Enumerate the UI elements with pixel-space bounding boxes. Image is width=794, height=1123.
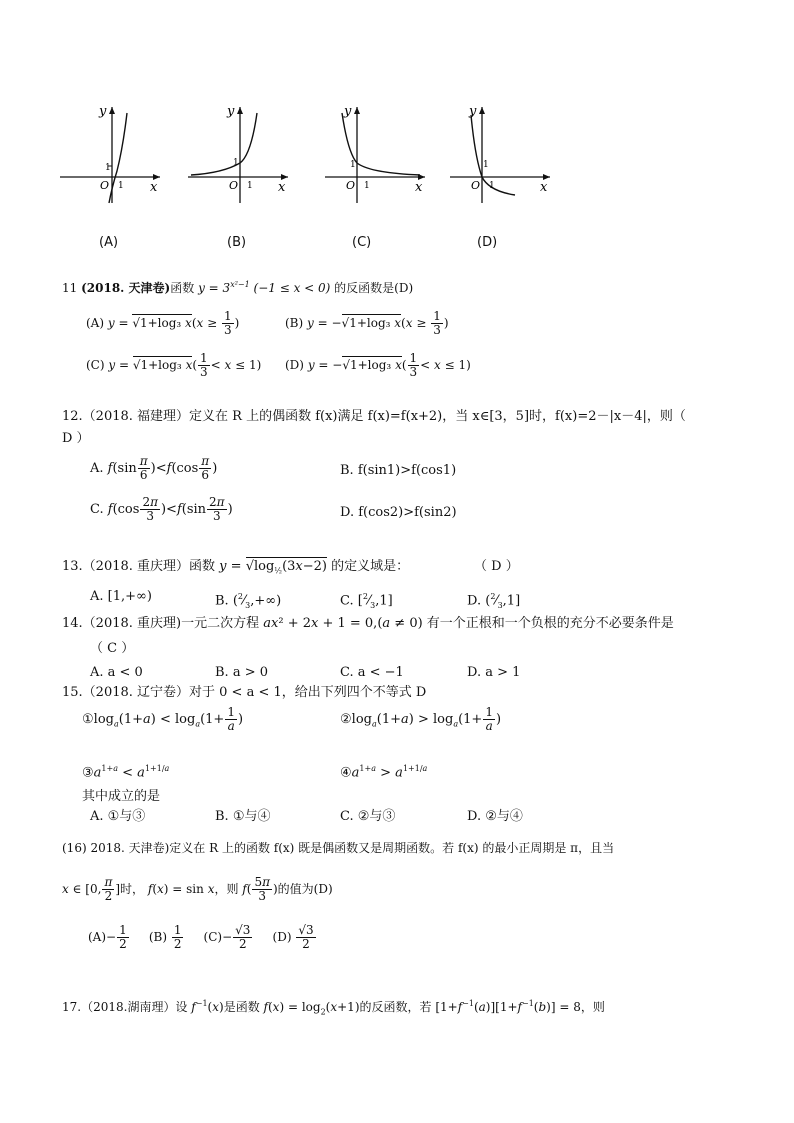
graph-a-ylabel: y [99, 104, 107, 119]
graph-a [55, 95, 170, 205]
q13-option-b[interactable]: B. $(^2⁄_3,+\infty)$ [215, 592, 282, 610]
q11-option-b[interactable]: (B) y = −√1+log₃ x(x ≥ $\frac{1}{3}$ ) [285, 309, 449, 337]
q16-stem-line2: x ∈ [0, $\frac{\pi}{2}$ ]时， f(x) = sin x，则 f( $\frac{5\pi}{3}$ )的值为(D) [62, 875, 333, 903]
q16-option-c[interactable]: (C)− $\frac{√3}{2}$ [203, 923, 251, 951]
graph-a-one-x: 1 [118, 181, 124, 191]
graph-a-origin: O [100, 179, 110, 192]
q11-option-c-label: (C) [86, 358, 105, 372]
q13-suffix: 的定义域是： [331, 559, 410, 574]
graph-b-ylabel: y [227, 104, 235, 119]
q11-option-a[interactable]: (A) y = √1+log₃ x(x ≥ $\frac{1}{3}$ ) [86, 309, 240, 337]
q16-option-b-label: (B) [148, 930, 167, 944]
q11-func: $y = 3^{x^2-1}$ (−1 ≤ x < 0) [198, 280, 331, 295]
graph-d-xlabel: x [540, 180, 548, 195]
graph-c-xlabel: x [415, 180, 423, 195]
q15-inequality-4: $④a^{1+a} > a^{1+1/a}$ [340, 764, 428, 781]
q17-part-c: 的反函数，若 [359, 1000, 432, 1014]
q11-option-c[interactable]: (C) y = √1+log₃ x( $\frac{1}{3}$ < x ≤ 1) [86, 351, 262, 379]
graph-b-xlabel: x [278, 180, 286, 195]
q15-option-a[interactable]: A. ①与③ [90, 809, 146, 824]
graph-c [320, 95, 435, 205]
q11-source: (2018. 天津卷) [81, 281, 171, 295]
q15-option-c[interactable]: C. ②与③ [340, 809, 396, 824]
q12-option-c-label: C. [90, 502, 104, 517]
q15-marker-4: ④ [340, 765, 352, 781]
q13-option-a[interactable]: A. [1,+∞) [90, 589, 152, 604]
q12-option-d[interactable]: D. f(cos2)>f(sin2) [340, 505, 457, 520]
q16-option-b[interactable]: (B) $\frac{1}{2}$ [148, 923, 182, 951]
q14-prefix: 14.（2018. 重庆理)一元二次方程 [62, 616, 260, 631]
q11-num: 11 [62, 281, 78, 295]
graph-b-caption: (B) [227, 235, 247, 250]
q14-suffix: 有一个正根和一个负根的充分不必要条件是 [426, 616, 674, 631]
q16-options [88, 924, 317, 951]
q17-part-b: 是函数 [223, 1000, 260, 1014]
q14-stem: 14.（2018. 重庆理)一元二次方程 ax² + 2x + 1 = 0,(a ≠ 0) 有一个正根和一个负根的充分不必要条件是 [62, 616, 674, 631]
graph-d-one-x: 1 [489, 181, 495, 191]
q15-inequality-1: $①\log_a(1+a) < \log_a(1+$ $\frac{1}{a}$ ) [82, 705, 244, 733]
graph-d [445, 95, 560, 205]
q15-option-d[interactable]: D. ②与④ [467, 809, 523, 824]
q14-answer: （ C ） [90, 641, 135, 656]
graph-b-origin: O [229, 179, 239, 192]
graphs-row [55, 95, 555, 260]
q16-option-d[interactable]: (D) $\frac{√3}{2}$ [272, 923, 314, 951]
q16-option-a-label: (A) [88, 930, 107, 944]
q16-option-a[interactable]: (A)− $\frac{1}{2}$ [88, 923, 127, 951]
q15-marker-3: ③ [82, 765, 94, 781]
q16-option-c-label: (C) [203, 930, 223, 944]
q14-option-a[interactable]: A. a < 0 [90, 665, 143, 680]
graph-c-one-y: 1 [350, 160, 356, 170]
q11-option-b-label: (B) [285, 316, 304, 330]
graph-c-one-x: 1 [364, 181, 370, 191]
q13-option-c-label: C. [340, 593, 354, 609]
graph-a-caption: (A) [99, 235, 119, 250]
q14-option-b[interactable]: B. a > 0 [215, 665, 268, 680]
q17-stem: 17.（2018.湖南理）设 $f^{-1}(x)$是函数 $f(x) = \log_2(x+1)$的反函数，若 $[1+f^{-1}(a)][1+f^{-1}(b)] = 8$，则 [62, 999, 605, 1017]
q12-option-a-label: A. [90, 461, 104, 476]
graph-b [183, 95, 298, 205]
graph-d-one-y: 1 [483, 160, 489, 170]
q16-stem-line1: (16) 2018. 天津卷)定义在 R 上的函数 f(x) 既是偶函数又是周期函数。若 f(x) 的最小正周期是 π，且当 [62, 841, 615, 855]
graph-c-ylabel: y [344, 104, 352, 119]
graph-b-one-y: 1 [233, 158, 239, 168]
graph-d-origin: O [471, 179, 481, 192]
q15-marker-2: ② [340, 712, 352, 727]
q11-stem-b: 的反函数是(D) [334, 281, 414, 295]
graph-b-one-x: 1 [247, 181, 253, 191]
q12-option-a[interactable]: A. f(sin $\frac{\pi}{6}$ )<f(cos $\frac{\pi}{6}$ ) [90, 454, 218, 482]
q13-option-c[interactable]: C. $[^2⁄_3,1]$ [340, 592, 393, 610]
graph-a-xlabel: x [150, 180, 158, 195]
q12-stem-line2: D ） [62, 431, 90, 446]
q17-part-d: ，则 [580, 1000, 605, 1014]
q11-option-a-label: (A) [86, 316, 105, 330]
q15-inequality-3: $③a^{1+a} < a^{1+1/a}$ [82, 764, 170, 781]
q12-option-c[interactable]: C. f(cos $\frac{2\pi}{3}$ )<f(sin $\frac{2\pi}{3}$ ) [90, 495, 233, 523]
q16-when: 时， [120, 882, 145, 896]
graph-d-caption: (D) [477, 235, 498, 250]
q11-stem [62, 277, 413, 296]
q16-ask: 的值为(D) [277, 882, 333, 896]
q16-option-d-label: (D) [272, 930, 292, 944]
q13-answer: （ D ） [474, 559, 519, 574]
q15-marker-1: ① [82, 712, 94, 727]
q14-option-c[interactable]: C. a < −1 [340, 665, 404, 680]
q17-part-a: 17.（2018.湖南理）设 [62, 1000, 188, 1014]
q15-inequality-2: $②\log_a(1+a) > \log_a(1+$ $\frac{1}{a}$ ) [340, 705, 502, 733]
q13-prefix: 13.（2018. 重庆理）函数 [62, 559, 216, 574]
graph-a-one-y: 1 [105, 163, 111, 173]
graph-d-ylabel: y [469, 104, 477, 119]
q11-option-d[interactable]: (D) y = −√1+log₃ x( $\frac{1}{3}$ < x ≤ 1) [285, 351, 471, 379]
q13-option-d-label: D. [467, 593, 482, 609]
q13-option-d[interactable]: D. $(^2⁄_3,1]$ [467, 592, 521, 610]
q11-option-d-label: (D) [285, 358, 304, 372]
graph-c-caption: (C) [352, 235, 372, 250]
q15-stem: 15.（2018. 辽宁卷）对于 0 < a < 1，给出下列四个不等式 D [62, 685, 427, 700]
q12-stem-line1: 12.（2018. 福建理）定义在 R 上的偶函数 f(x)满足 f(x)=f(x+2)，当 x∈[3，5]时，f(x)=2－|x－4|，则（ [62, 409, 686, 424]
q13-stem: 13.（2018. 重庆理）函数 $y = √\log_{\frac{1}{2}}(3x-2)$ 的定义域是： [62, 559, 410, 576]
q15-tail: 其中成立的是 [82, 789, 161, 804]
q13-option-b-label: B. [215, 593, 229, 609]
graph-c-origin: O [346, 179, 356, 192]
q14-option-d[interactable]: D. a > 1 [467, 665, 521, 680]
q12-option-b[interactable]: B. f(sin1)>f(cos1) [340, 463, 457, 478]
q11-stem-a: 函数 [170, 281, 195, 295]
q15-option-b[interactable]: B. ①与④ [215, 809, 271, 824]
